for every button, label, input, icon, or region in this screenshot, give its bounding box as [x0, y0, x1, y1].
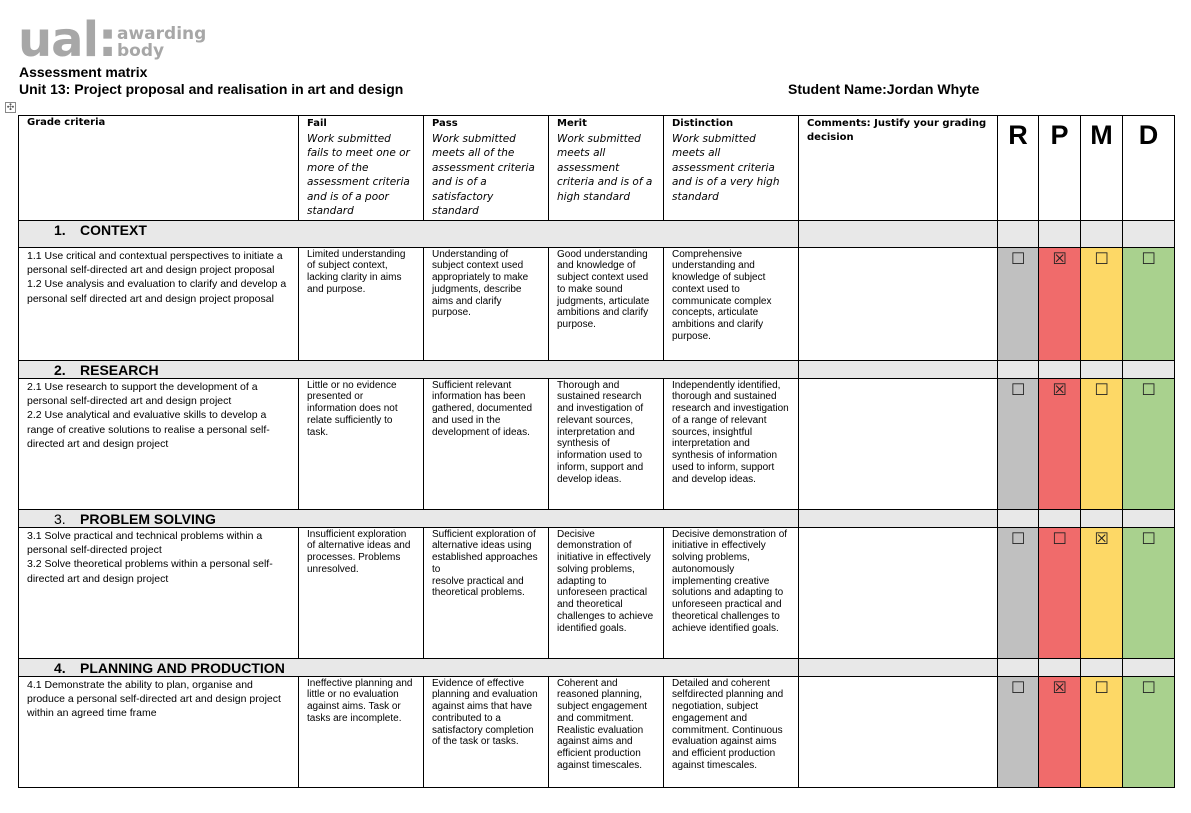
merit-descriptor: Thorough and sustained research and investigation of relevant sources, interpretation and synthesis of information used to inform, support and develop ideas. [549, 378, 664, 509]
unchecked-checkbox-icon[interactable]: ☐ [1094, 381, 1109, 399]
section-grade-cell-m [1081, 658, 1123, 676]
merit-header [549, 116, 664, 221]
fail-description: Work submitted fails to meet one or more of the assessment criteria and is of a poor standard [307, 132, 410, 217]
distinction-descriptor: Decisive demonstration of initiative in effectively solving problems, autonomously implementing creative solutions and adapting to unforeseen practical and theoretical challenges to achieve identified goals. [664, 527, 799, 658]
comments-cell[interactable] [799, 378, 998, 509]
unchecked-checkbox-icon[interactable]: ☐ [1141, 381, 1156, 399]
distinction-descriptor: Detailed and coherent selfdirected planning and negotiation, subject engagement and commitment. Continuous evaluation against aims and efficient production against timescales. [664, 676, 799, 787]
section-grade-cell-p [1039, 658, 1081, 676]
section-grade-cell-r [998, 220, 1039, 247]
section-header-row [19, 360, 1175, 378]
document-title: Assessment matrix [19, 64, 148, 80]
grade-r-cell [998, 247, 1039, 360]
pass-title: Pass [432, 118, 458, 129]
move-handle-icon[interactable]: ✣ [6, 102, 15, 112]
section-header-row [19, 220, 1175, 247]
grade-m-cell [1081, 676, 1123, 787]
unchecked-checkbox-icon[interactable]: ☐ [1011, 381, 1026, 399]
grade-r-cell [998, 378, 1039, 509]
section-title [19, 360, 799, 378]
student-name: Student Name:Jordan Whyte [788, 81, 980, 97]
logo-text [117, 26, 206, 60]
grade-criteria-header: Grade criteria [19, 116, 299, 221]
unchecked-checkbox-icon[interactable]: ☐ [1094, 679, 1109, 697]
unchecked-checkbox-icon[interactable]: ☐ [1011, 679, 1026, 697]
merit-descriptor: Decisive demonstration of initiative in effectively solving problems, adapting to unforeseen practical and theoretical challenges to achieve identified goals. [549, 527, 664, 658]
grade-header-d: D [1123, 116, 1175, 221]
section-header-row [19, 658, 1175, 676]
pass-descriptor: Evidence of effective planning and evaluation against aims that have contributed to a satisfactory completion of the task or tasks. [424, 676, 549, 787]
comments-cell[interactable] [799, 676, 998, 787]
section-number: 2. [54, 361, 66, 378]
section-number: 1. [54, 221, 66, 238]
section-name: CONTEXT [80, 221, 147, 238]
unit-title: Unit 13: Project proposal and realisation in art and design [19, 81, 404, 97]
grade-p-cell [1039, 527, 1081, 658]
section-comments-cell [799, 220, 998, 247]
section-grade-cell-r [998, 509, 1039, 527]
distinction-descriptor: Independently identified, thorough and sustained research and investigation of a range of relevant sources, insightful interpretation and synthesis of information used to inform, support and develop ideas. [664, 378, 799, 509]
merit-title: Merit [557, 118, 587, 129]
assessment-matrix-table [18, 115, 1175, 788]
checked-checkbox-icon[interactable]: ☒ [1052, 381, 1067, 399]
criteria-text: 2.1 Use research to support the development of a personal self-directed art and design project 2.2 Use analytical and evaluative skills to develop a range of creative solutions to realise a personal self-directed art and design project [19, 378, 299, 509]
section-grade-cell-m [1081, 360, 1123, 378]
checked-checkbox-icon[interactable]: ☒ [1052, 250, 1067, 268]
distinction-description: Work submitted meets all assessment criteria and is of a very high standard [672, 132, 780, 203]
logo-line-2: body [117, 41, 165, 61]
grade-d-cell [1123, 247, 1175, 360]
section-grade-cell-d [1123, 360, 1175, 378]
unchecked-checkbox-icon[interactable]: ☐ [1141, 530, 1156, 548]
section-name: PLANNING AND PRODUCTION [80, 659, 285, 676]
comments-cell[interactable] [799, 527, 998, 658]
grade-r-cell [998, 527, 1039, 658]
grade-d-cell [1123, 676, 1175, 787]
criteria-row [19, 378, 1175, 509]
criteria-row [19, 247, 1175, 360]
section-title [19, 509, 799, 527]
grade-p-cell [1039, 247, 1081, 360]
grade-m-cell [1081, 247, 1123, 360]
fail-title: Fail [307, 118, 327, 129]
grade-m-cell [1081, 527, 1123, 658]
section-comments-cell [799, 360, 998, 378]
section-grade-cell-r [998, 658, 1039, 676]
grade-header-p: P [1039, 116, 1081, 221]
logo-mark: ual: [18, 12, 117, 68]
section-number: 3. [54, 510, 66, 527]
checked-checkbox-icon[interactable]: ☒ [1094, 530, 1109, 548]
section-title [19, 658, 799, 676]
checked-checkbox-icon[interactable]: ☒ [1052, 679, 1067, 697]
section-name: RESEARCH [80, 361, 159, 378]
grade-m-cell [1081, 378, 1123, 509]
unchecked-checkbox-icon[interactable]: ☐ [1011, 250, 1026, 268]
section-grade-cell-m [1081, 220, 1123, 247]
distinction-header [664, 116, 799, 221]
criteria-text: 3.1 Solve practical and technical problems within a personal self-directed project 3.2 Solve theoretical problems within a personal self-directed art and design project [19, 527, 299, 658]
merit-descriptor: Good understanding and knowledge of subject context used to make sound judgments, articulate ambitions and clarify purpose. [549, 247, 664, 360]
header-row [19, 116, 1175, 221]
criteria-text: 1.1 Use critical and contextual perspectives to initiate a personal self-directed art and design project proposal 1.2 Use analysis and evaluation to clarify and develop a personal self directed art and design project proposal [19, 247, 299, 360]
fail-descriptor: Limited understanding of subject context, lacking clarity in aims and purpose. [299, 247, 424, 360]
logo-line-1: awarding [117, 24, 207, 44]
section-title [19, 220, 799, 247]
unchecked-checkbox-icon[interactable]: ☐ [1141, 679, 1156, 697]
fail-descriptor: Ineffective planning and little or no evaluation against aims. Task or tasks are incomplete. [299, 676, 424, 787]
merit-description: Work submitted meets all assessment criteria and is of a high standard [557, 132, 653, 203]
criteria-text: 4.1 Demonstrate the ability to plan, organise and produce a personal self-directed art and design project within an agreed time frame [19, 676, 299, 787]
grade-header-m: M [1081, 116, 1123, 221]
merit-descriptor: Coherent and reasoned planning, subject engagement and commitment. Realistic evaluation against aims and efficient production against timescales. [549, 676, 664, 787]
section-grade-cell-d [1123, 658, 1175, 676]
section-number: 4. [54, 659, 66, 676]
fail-descriptor: Little or no evidence presented or information does not relate sufficiently to task. [299, 378, 424, 509]
section-grade-cell-d [1123, 509, 1175, 527]
fail-descriptor: Insufficient exploration of alternative ideas and processes. Problems unresolved. [299, 527, 424, 658]
grade-p-cell [1039, 378, 1081, 509]
pass-description: Work submitted meets all of the assessment criteria and is of a satisfactory standard [432, 132, 535, 217]
fail-header [299, 116, 424, 221]
pass-descriptor: Understanding of subject context used appropriately to make judgments, describe aims and clarify purpose. [424, 247, 549, 360]
section-grade-cell-p [1039, 360, 1081, 378]
grade-d-cell [1123, 378, 1175, 509]
pass-descriptor: Sufficient exploration of alternative ideas using established approaches to resolve practical and theoretical problems. [424, 527, 549, 658]
section-grade-cell-d [1123, 220, 1175, 247]
grade-header-r: R [998, 116, 1039, 221]
distinction-descriptor: Comprehensive understanding and knowledge of subject context used to communicate complex concepts, articulate ambitions and clarify purpose. [664, 247, 799, 360]
section-name: PROBLEM SOLVING [80, 510, 216, 527]
comments-header: Comments: Justify your grading decision [799, 116, 998, 221]
unchecked-checkbox-icon[interactable]: ☐ [1094, 250, 1109, 268]
grade-r-cell [998, 676, 1039, 787]
unchecked-checkbox-icon[interactable]: ☐ [1011, 530, 1026, 548]
unchecked-checkbox-icon[interactable]: ☐ [1141, 250, 1156, 268]
section-comments-cell [799, 658, 998, 676]
criteria-row [19, 527, 1175, 658]
grade-d-cell [1123, 527, 1175, 658]
criteria-row [19, 676, 1175, 787]
pass-header [424, 116, 549, 221]
grade-p-cell [1039, 676, 1081, 787]
section-grade-cell-m [1081, 509, 1123, 527]
section-comments-cell [799, 509, 998, 527]
section-grade-cell-p [1039, 220, 1081, 247]
section-grade-cell-p [1039, 509, 1081, 527]
section-grade-cell-r [998, 360, 1039, 378]
section-header-row [19, 509, 1175, 527]
unchecked-checkbox-icon[interactable]: ☐ [1052, 530, 1067, 548]
distinction-title: Distinction [672, 118, 734, 129]
pass-descriptor: Sufficient relevant information has been gathered, documented and used in the development of ideas. [424, 378, 549, 509]
comments-cell[interactable] [799, 247, 998, 360]
